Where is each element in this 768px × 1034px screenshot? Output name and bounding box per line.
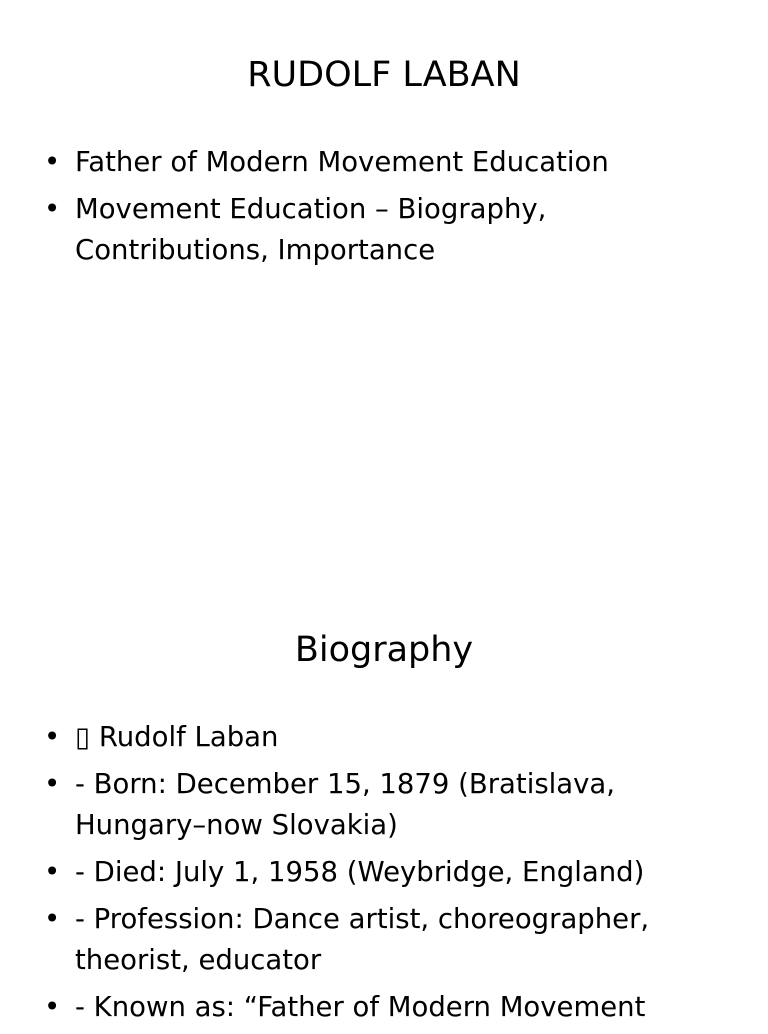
bullet-icon: • xyxy=(44,903,61,935)
bullet-item xyxy=(0,852,768,893)
slide-title: RUDOLF LABAN xyxy=(247,55,521,95)
bullet-item xyxy=(0,717,768,758)
slide-title: Biography xyxy=(294,630,474,670)
bullet-text: Movement Education – Biography, Contributions, Importance xyxy=(75,193,547,266)
bullet-icon: • xyxy=(44,193,61,225)
bullet-item xyxy=(0,899,768,981)
bullet-text: - Born: December 15, 1879 (Bratislava, Hungary–now Slovakia) xyxy=(75,768,616,841)
slide-biography xyxy=(0,576,768,1024)
bullet-text: ▯ Rudolf Laban xyxy=(75,721,279,753)
bullet-icon: • xyxy=(44,991,61,1023)
bullet-text: Father of Modern Movement Education xyxy=(75,146,609,178)
bullet-icon: • xyxy=(44,721,61,753)
bullet-icon: • xyxy=(44,146,61,178)
bullet-icon: • xyxy=(44,856,61,888)
bullet-item xyxy=(0,764,768,846)
bullet-list xyxy=(0,142,768,277)
bullet-text: - Died: July 1, 1958 (Weybridge, England) xyxy=(75,856,645,888)
bullet-item xyxy=(0,142,768,183)
bullet-item xyxy=(0,987,768,1028)
bullet-text: - Profession: Dance artist, choreographer, theorist, educator xyxy=(75,903,650,976)
bullet-text: - Known as: “Father of Modern Movement xyxy=(75,991,646,1023)
bullet-item xyxy=(0,189,768,271)
bullet-list xyxy=(0,717,768,1034)
bullet-icon: • xyxy=(44,768,61,800)
